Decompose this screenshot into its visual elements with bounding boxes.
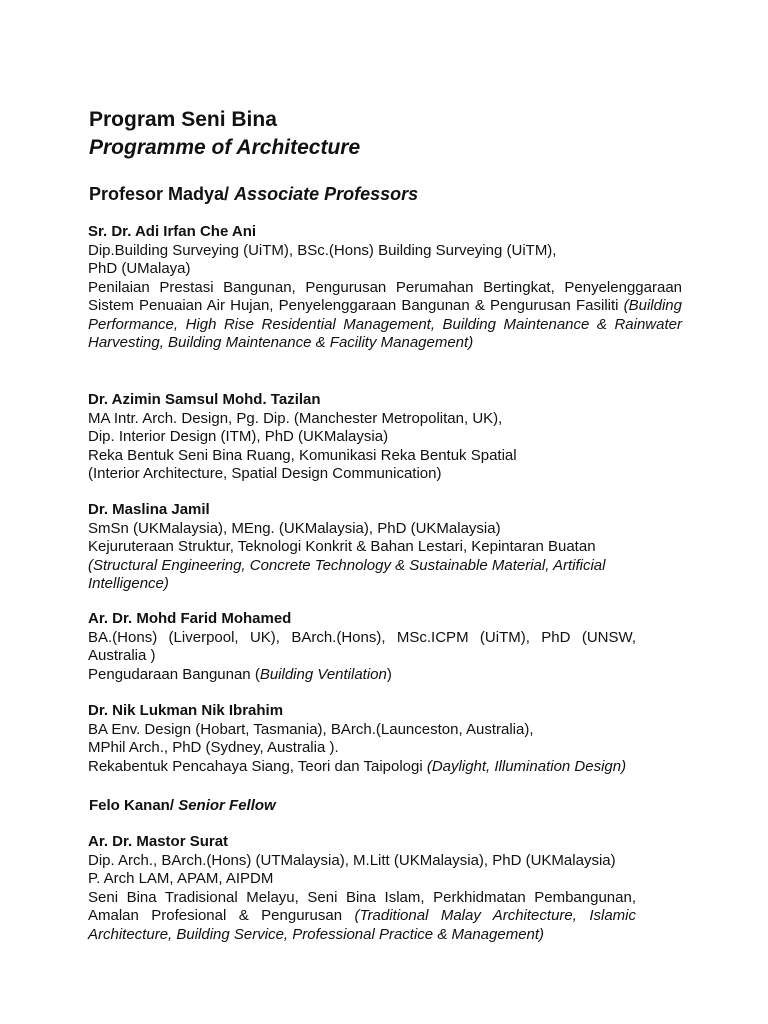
person-name: Ar. Dr. Mohd Farid Mohamed	[88, 610, 292, 627]
interest-ms: Kejuruteraan Struktur, Teknologi Konkrit & Bahan Lestari, Kepintaran Buatan	[88, 538, 596, 555]
fellow-heading-ms: Felo Kanan/	[89, 797, 175, 814]
person-qualifications: BA.(Hons) (Liverpool, UK), BArch.(Hons), MSc.ICPM (UiTM), PhD (UNSW, Australia )	[88, 628, 636, 664]
person-name: Sr. Dr. Adi Irfan Che Ani	[88, 223, 257, 240]
interest-ms: Pengudaraan Bangunan	[88, 665, 251, 683]
person-entry	[88, 702, 682, 776]
interest-en: (Building Performance, High Rise Residential Management, Building Maintenance & Rainwater Harvesting, Building Maintenance & Facility Management)	[88, 297, 682, 351]
interest-ms: Penilaian Prestasi Bangunan, Pengurusan Perumahan Bertingkat, Penyelenggaraan Sistem Penuaian Air Hujan, Penyelenggaraan Bangunan & Pengurusan Fasiliti	[88, 278, 682, 314]
section-heading-senior-fellow	[89, 796, 276, 816]
person-entry	[88, 501, 682, 594]
person-qualifications: Dip. Arch., BArch.(Hons) (UTMalaysia), M.Litt (UKMalaysia), PhD (UKMalaysia)	[88, 851, 616, 869]
person-name: Dr. Maslina Jamil	[88, 501, 210, 518]
interest-ms: Seni Bina Tradisional Melayu, Seni Bina Islam, Perkhidmatan Pembangunan, Amalan Profesional & Pengurusan	[88, 888, 636, 924]
interest-en: Building Ventilation	[259, 665, 387, 683]
person-research-interests	[88, 889, 636, 945]
person-entry	[88, 610, 682, 684]
interest-en: (Traditional Malay Architecture, Islamic Architecture, Building Service, Professional Practice & Management)	[88, 907, 636, 943]
fellow-heading-en: Senior Fellow	[178, 797, 276, 814]
section-heading-associate-professors	[89, 182, 418, 206]
page-subtitle: Programme of Architecture	[89, 136, 361, 159]
person-research-interests	[88, 279, 682, 353]
person-entry	[88, 391, 682, 484]
person-qualifications: SmSn (UKMalaysia), MEng. (UKMalaysia), PhD (UKMalaysia)	[88, 519, 501, 537]
person-research-interests: Pengudaraan Bangunan (Building Ventilation)	[88, 665, 392, 683]
person-entry	[88, 223, 682, 353]
person-qualifications: MPhil Arch., PhD (Sydney, Australia ).	[88, 739, 339, 756]
person-name: Dr. Nik Lukman Nik Ibrahim	[88, 702, 284, 719]
person-research-interests	[88, 758, 682, 777]
interest-ms: Reka Bentuk Seni Bina Ruang, Komunikasi Reka Bentuk Spatial	[88, 446, 517, 464]
interest-en: (Structural Engineering, Concrete Technology & Sustainable Material, Artificial Intelligence)	[88, 556, 606, 592]
section-heading-en: Associate Professors	[234, 184, 419, 204]
person-qualifications: Dip. Interior Design (ITM), PhD (UKMalaysia)	[88, 428, 389, 445]
interest-en: (Daylight, Illumination Design)	[426, 757, 627, 775]
person-qualifications: PhD (UMalaya)	[88, 260, 191, 277]
person-name: Dr. Azimin Samsul Mohd. Tazilan	[88, 391, 321, 408]
person-qualifications: Dip.Building Surveying (UiTM), BSc.(Hons) Building Surveying (UiTM),	[88, 241, 557, 259]
page-title: Program Seni Bina	[89, 108, 277, 131]
person-qualifications: MA Intr. Arch. Design, Pg. Dip. (Manchester Metropolitan, UK),	[88, 409, 503, 427]
person-qualifications: BA Env. Design (Hobart, Tasmania), BArch.(Launceston, Australia),	[88, 720, 534, 738]
section-heading-ms: Profesor Madya/	[89, 184, 230, 204]
interest-ms: Rekabentuk Pencahaya Siang, Teori dan Taipologi	[88, 757, 423, 775]
person-entry	[88, 833, 636, 944]
person-name: Ar. Dr. Mastor Surat	[88, 833, 229, 850]
interest-en: (Interior Architecture, Spatial Design Communication)	[88, 465, 442, 482]
person-qualifications: P. Arch LAM, APAM, AIPDM	[88, 870, 274, 887]
